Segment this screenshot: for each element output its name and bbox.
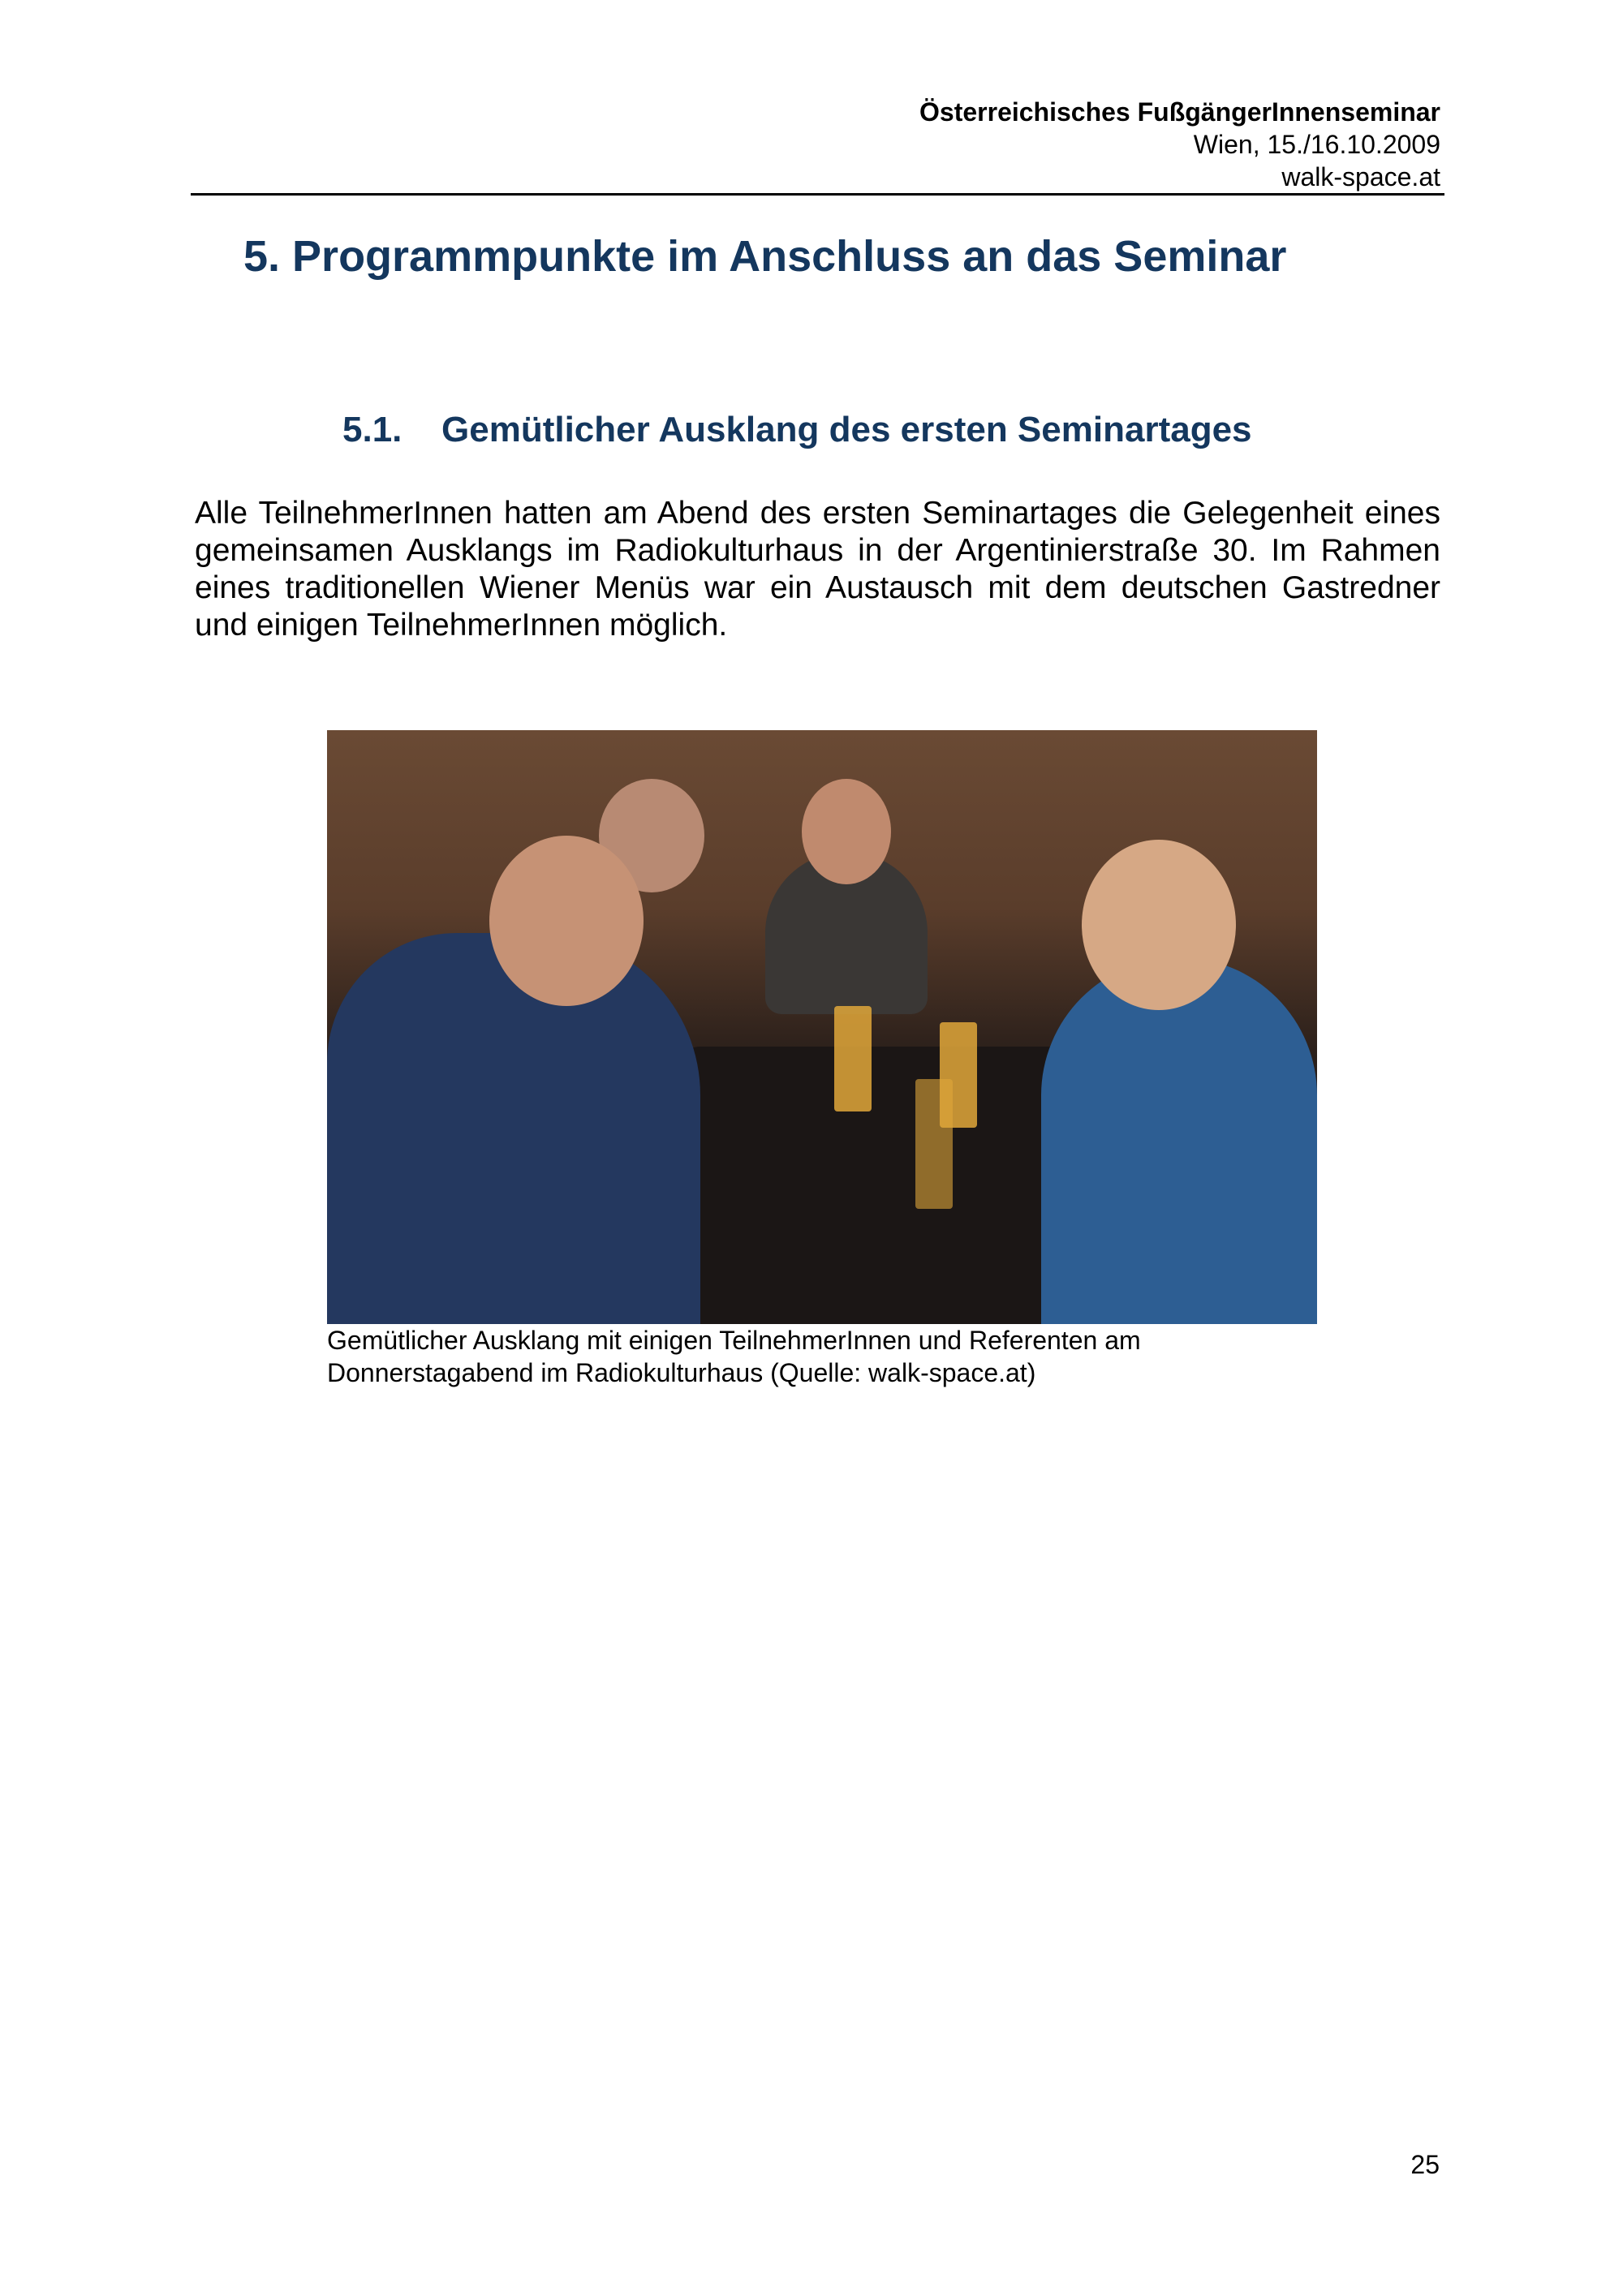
photo-person-left — [327, 933, 700, 1324]
photo-person-right — [1041, 957, 1317, 1324]
header-website: walk-space.at — [1281, 162, 1440, 191]
figure-caption — [327, 1324, 1333, 1389]
caption-line-1: Gemütlicher Ausklang mit einigen TeilnehmerInnen und Referenten am — [327, 1326, 1141, 1355]
subsection-title: Gemütlicher Ausklang des ersten Seminartages — [441, 410, 1252, 449]
photo-beer-glass — [915, 1079, 953, 1209]
photo-head-right — [1082, 840, 1236, 1010]
event-photo — [327, 730, 1317, 1324]
header-divider — [191, 193, 1444, 196]
section-heading: 5. Programmpunkte im Anschluss an das Seminar — [243, 232, 1287, 281]
page-number: 25 — [1410, 2150, 1440, 2179]
photo-head-left — [489, 836, 644, 1006]
photo-beer-glass — [834, 1006, 872, 1111]
subsection-number: 5.1. — [342, 410, 403, 449]
body-paragraph: Alle TeilnehmerInnen hatten am Abend des ersten Seminartages die Gelegenheit eines gemeinsamen Ausklangs im Radiokulturhaus in der Argentinierstraße 30. Im Rahmen eines traditionellen Wiener Menüs war ein Austausch mit dem deutschen Gastredner und einigen TeilnehmerInnen möglich. — [195, 496, 1440, 643]
page-header — [919, 96, 1440, 193]
header-organization: Österreichisches FußgängerInnenseminar — [919, 97, 1440, 127]
photo-table-shape — [676, 1047, 1098, 1324]
header-date: Wien, 15./16.10.2009 — [1193, 130, 1440, 159]
photo-head-back-center — [802, 779, 891, 884]
caption-line-2: Donnerstagabend im Radiokulturhaus (Quelle: walk-space.at) — [327, 1358, 1036, 1387]
subsection-heading — [342, 410, 1252, 450]
